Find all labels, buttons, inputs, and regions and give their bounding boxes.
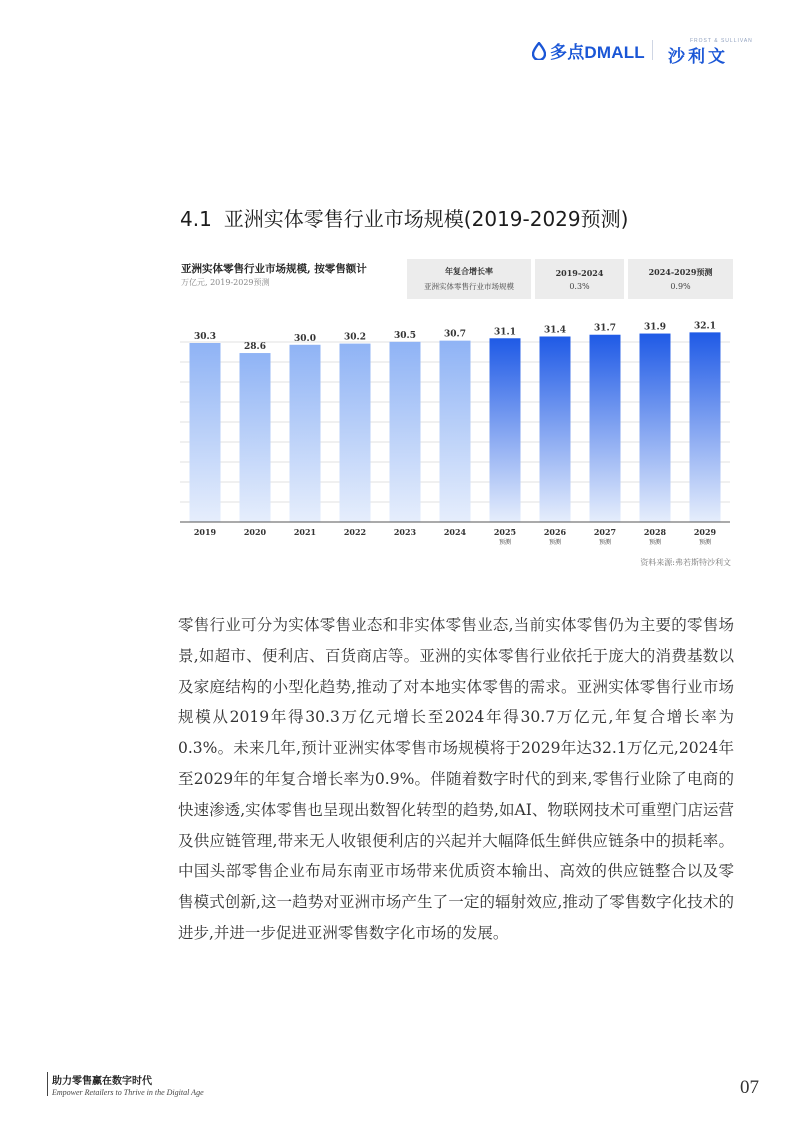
footer-title-en: Empower Retailers to Thrive in the Digital Age [52,1088,204,1097]
x-tick-label: 2022 [343,527,367,537]
x-tick-label: 2026 [543,527,567,537]
cagr-sublabel: 亚洲实体零售行业市场规模 [424,282,514,291]
data-label-2022: 30.2 [344,332,366,343]
data-label-2021: 30.0 [294,333,316,344]
bar-2021 [290,345,321,522]
x-tick-label: 2028 [643,527,667,537]
x-tick-sublabel: 预测 [498,539,512,546]
chart-source: 资料来源:弗若斯特沙利文 [640,558,731,567]
x-tick-label: 2021 [293,527,317,537]
data-label-2024: 30.7 [444,329,466,340]
data-label-2023: 30.5 [394,330,416,341]
data-label-2020: 28.6 [244,342,266,353]
x-tick-sublabel: 预测 [648,539,662,546]
footer-divider [47,1072,48,1096]
x-tick-label: 2027 [593,527,617,537]
data-label-2027: 31.7 [594,323,616,334]
bar-2028 [640,334,671,522]
footer-title-cn: 助力零售赢在数字时代 [52,1076,152,1087]
body-paragraph: 零售行业可分为实体零售业态和非实体零售业态,当前实体零售仍为主要的零售场景,如超市、便利店、百货商店等。亚洲的实体零售行业依托于庞大的消费基数以及家庭结构的小型化趋势,推动了对本地实体零售的需求。亚洲实体零售行业市场规模从2019年得30.3万亿元增长至2024年得30.7万亿元,年复合增长率为0.3%。未来几年,预计亚洲实体零售市场规模将于2029年达32.1万亿元,2024年至2029年的年复合增长率为0.9%。伴随着数字时代的到来,零售行业除了电商的快速渗透,实体零售也呈现出数智化转型的趋势,如AI、物联网技术可重塑门店运营及供应链管理,带来无人收银便利店的兴起并大幅降低生鲜供应链条中的损耗率。中国头部零售企业布局东南亚市场带来优质资本输出、高效的供应链整合以及零售模式创新,这一趋势对亚洲市场产生了一定的辐射效应,推动了零售数字化技术的进步,并进一步促进亚洲零售数字化市场的发展。 [178,616,734,942]
frost-logo-small-text: FROST & SULLIVAN [690,38,753,44]
bar-2024 [440,341,471,522]
data-label-2029: 32.1 [694,321,716,332]
x-tick-label: 2029 [693,527,717,537]
data-label-2019: 30.3 [194,332,216,342]
section-number: 4.1 [180,207,212,231]
x-tick-label: 2025 [493,527,517,537]
cagr-label: 年复合增长率 [445,266,493,276]
bar-2020 [240,353,271,522]
cagr-period2-label: 2024-2029预测 [648,267,713,277]
x-tick-sublabel: 预测 [548,539,562,546]
bar-2022 [340,344,371,522]
x-tick-sublabel: 预测 [698,539,712,546]
chart-subtitle: 万亿元, 2019-2029预测 [181,278,270,287]
bar-chart [0,0,793,560]
data-label-2028: 31.9 [644,322,666,333]
cagr-period2-value: 0.9% [670,282,691,291]
frost-logo-text: 沙利文 [668,47,728,67]
page-number: 07 [740,1077,759,1098]
data-label-2025: 31.1 [494,327,516,338]
cagr-period1-value: 0.3% [569,281,590,291]
x-tick-label: 2024 [443,527,467,537]
x-tick-label: 2019 [193,527,217,537]
chart-title: 亚洲实体零售行业市场规模, 按零售额计 [181,263,367,275]
x-tick-label: 2020 [243,527,267,537]
dmall-logo-text: 多点DMALL [550,43,645,62]
cagr-period1-label: 2019-2024 [555,267,604,278]
bar-2025 [490,338,521,522]
bar-2023 [390,342,421,522]
bar-2019 [190,343,221,522]
section-title-text: 亚洲实体零售行业市场规模(2019-2029预测) [223,207,629,231]
x-tick-label: 2023 [393,527,417,537]
x-tick-sublabel: 预测 [598,539,612,546]
bar-2029 [690,332,721,522]
data-label-2026: 31.4 [544,325,566,336]
bar-2027 [590,335,621,522]
bar-2026 [540,337,571,522]
